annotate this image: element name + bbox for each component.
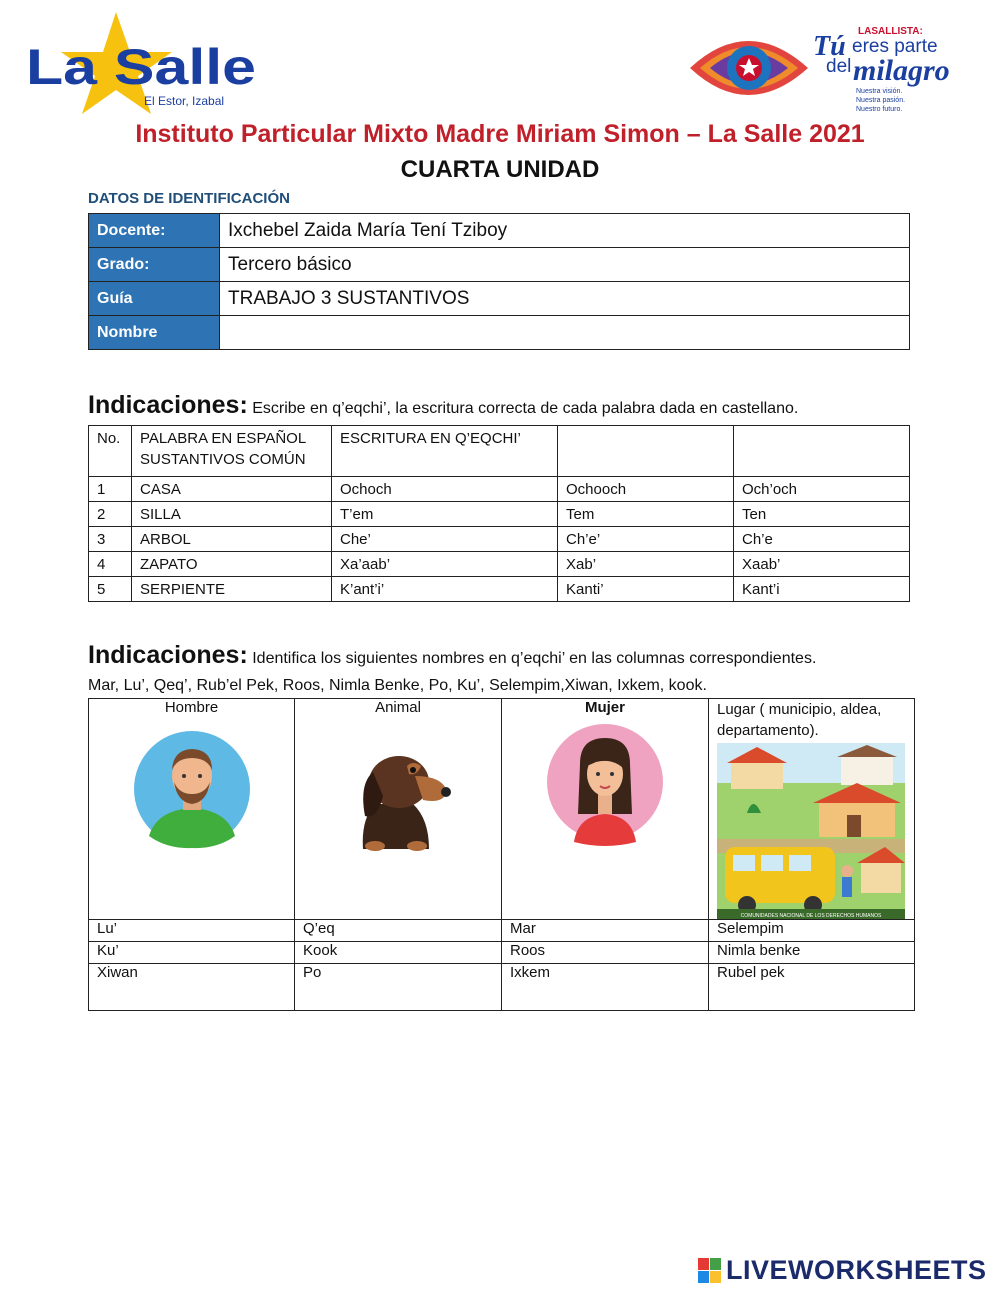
name-cell[interactable]: Kook [295,942,502,964]
school-title: Instituto Particular Mixto Madre Miriam Simon – La Salle 2021 [135,120,865,148]
woman-avatar-icon [540,724,670,854]
option-cell[interactable]: K’ant’i’ [332,577,558,602]
slogan-eres: eres parte [852,36,938,57]
id-row-grado [89,248,910,282]
header-no: No. [89,426,132,477]
logo-text: La Salle [26,39,256,95]
header-qeqchi: ESCRITURA EN Q’EQCHI’ [332,426,558,477]
table-row [89,577,910,602]
identification-heading: DATOS DE IDENTIFICACIÓN [88,190,290,207]
option-cell[interactable]: Ochooch [558,477,734,502]
table-row [89,964,915,1011]
illustration-caption: COMUNIDADES NACIONAL DE LOS DERECHOS HUMANOS [740,913,882,919]
column-lugar [709,699,915,920]
header-spanish: PALABRA EN ESPAÑOL SUSTANTIVOS COMÚN [132,426,332,477]
name-cell[interactable]: Roos [502,942,709,964]
slogan-tu: Tú [813,31,846,62]
option-cell[interactable]: Kant’i [734,577,910,602]
row-number: 4 [89,552,132,577]
column-label: Mujer [584,699,625,716]
classification-table [88,698,915,1011]
guia-label: Guía [89,282,220,316]
section2-label: Indicaciones: [88,641,248,669]
id-row-docente [89,214,910,248]
name-cell[interactable]: Po [295,964,502,1011]
option-cell[interactable]: Che’ [332,527,558,552]
identification-table [88,213,910,350]
table-row [89,942,915,964]
name-cell[interactable]: Xiwan [89,964,295,1011]
village-illustration-icon [717,743,905,919]
row-number: 3 [89,527,132,552]
table-row [89,552,910,577]
slogan-line-2: Nuestra pasión. [856,97,906,104]
option-cell[interactable]: Ch’e [734,527,910,552]
slogan-milagro: milagro [853,54,950,87]
dog-icon [333,724,463,854]
option-cell[interactable]: Kanti’ [558,577,734,602]
column-mujer [502,699,709,920]
grado-value: Tercero básico [220,248,910,282]
logo-subtitle: El Estor, Izabal [144,94,225,108]
row-number: 2 [89,502,132,527]
id-row-nombre [89,316,910,350]
docente-label: Docente: [89,214,220,248]
footer-brand: LIVEWORKSHEETS [726,1255,987,1285]
option-cell[interactable]: Ch’e’ [558,527,734,552]
slogan-small: LASALLISTA: [858,26,923,37]
nombre-input[interactable] [220,316,910,350]
guia-value: TRABAJO 3 SUSTANTIVOS [220,282,910,316]
name-cell[interactable]: Rubel pek [709,964,915,1011]
header-blank-1 [558,426,734,477]
option-cell[interactable]: Ten [734,502,910,527]
liveworksheets-icon [698,1258,722,1284]
column-label: Lugar ( municipio, aldea, departamento). [717,701,882,739]
eye-icon [690,41,808,95]
option-cell[interactable]: Xab’ [558,552,734,577]
liveworksheets-logo [698,1254,994,1286]
option-cell[interactable]: Tem [558,502,734,527]
man-avatar-icon [127,724,257,854]
column-label: Hombre [164,699,219,716]
option-cell[interactable]: Xaab’ [734,552,910,577]
eye-slogan-logo [688,22,972,114]
name-cell[interactable]: Lu’ [89,920,295,942]
unit-title: CUARTA UNIDAD [400,156,600,183]
option-cell[interactable]: Och’och [734,477,910,502]
row-number: 1 [89,477,132,502]
name-cell[interactable]: Q’eq [295,920,502,942]
column-animal [295,699,502,920]
column-label: Animal [375,699,421,716]
table-row [89,920,915,942]
option-cell[interactable]: Xa’aab’ [332,552,558,577]
column-hombre [89,699,295,920]
la-salle-logo [24,10,264,115]
name-cell[interactable]: Ku’ [89,942,295,964]
name-cell[interactable]: Ixkem [502,964,709,1011]
table-row [89,527,910,552]
option-cell[interactable]: T’em [332,502,558,527]
section1-instructions [88,391,798,420]
name-cell[interactable]: Mar [502,920,709,942]
slogan-del: del [826,56,852,77]
grado-label: Grado: [89,248,220,282]
id-row-guia [89,282,910,316]
spanish-word: SILLA [132,502,332,527]
docente-value: Ixchebel Zaida María Tení Tziboy [220,214,910,248]
word-list: Mar, Lu’, Qeq’, Rub’el Pek, Roos, Nimla Benke, Po, Ku’, Selempim,Xiwan, Ixkem, kook. [88,677,707,694]
nombre-label: Nombre [89,316,220,350]
section2-instructions [88,641,816,670]
option-cell[interactable]: Ochoch [332,477,558,502]
slogan-line-1: Nuestra visión. [856,88,903,95]
spanish-word: SERPIENTE [132,577,332,602]
category-header-row [89,699,915,920]
table-row [89,477,910,502]
row-number: 5 [89,577,132,602]
spanish-word: CASA [132,477,332,502]
slogan-line-3: Nuestro futuro. [856,106,903,113]
table-header-row [89,426,910,477]
section1-label: Indicaciones: [88,391,248,419]
section1-text: Escribe en q’eqchi’, la escritura correcta de cada palabra dada en castellano. [252,400,799,417]
name-cell[interactable]: Nimla benke [709,942,915,964]
spanish-word: ZAPATO [132,552,332,577]
spanish-word: ARBOL [132,527,332,552]
translation-table [88,425,910,602]
header-blank-2 [734,426,910,477]
name-cell[interactable]: Selempim [709,920,915,942]
table-row [89,502,910,527]
section2-text: Identifica los siguientes nombres en q’eqchi’ en las columnas correspondientes. [252,650,817,667]
